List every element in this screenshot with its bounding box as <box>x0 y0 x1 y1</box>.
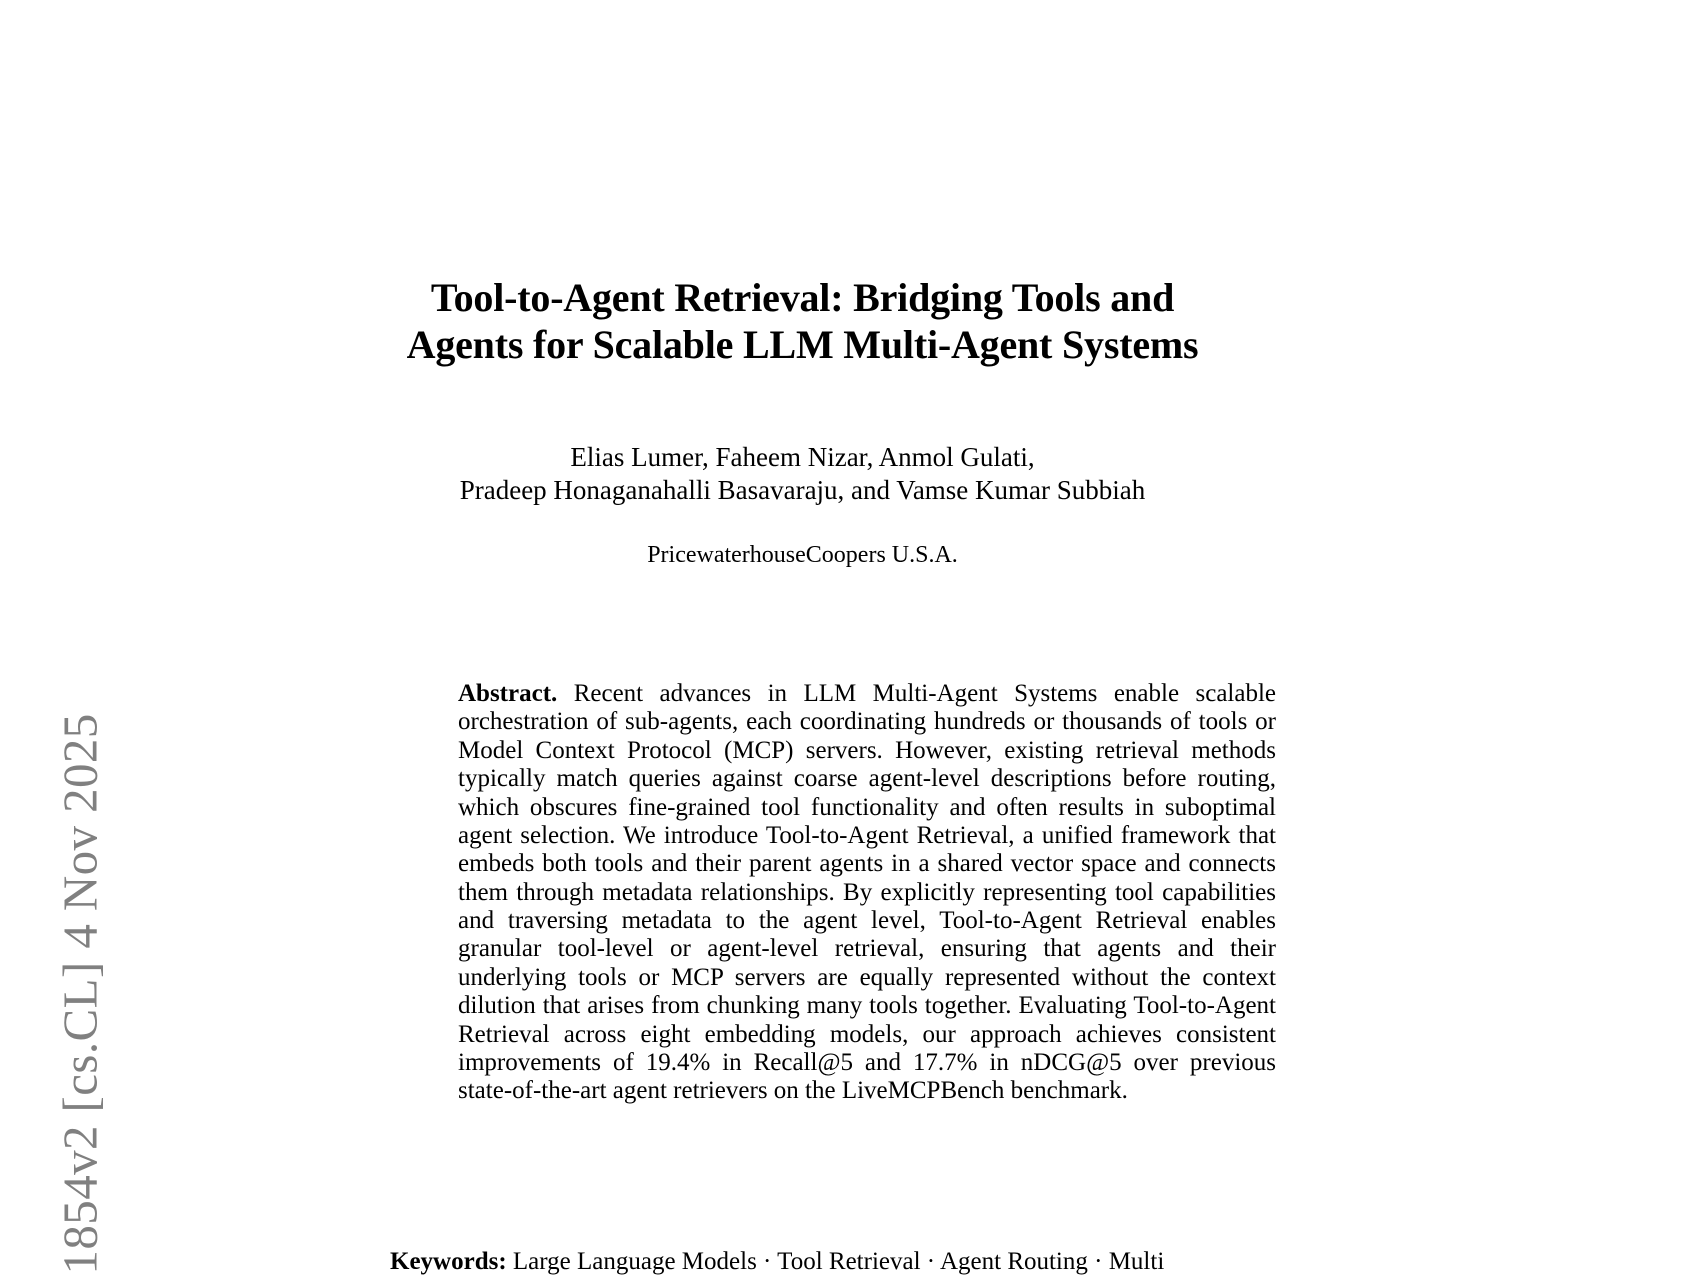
abstract-paragraph <box>458 680 1276 1106</box>
keywords-label: Keywords: <box>390 1248 507 1275</box>
title-line-1: Tool-to-Agent Retrieval: Bridging Tools and <box>430 275 1175 320</box>
paper-header <box>330 275 1275 569</box>
author-line-1: Elias Lumer, Faheem Nizar, Anmol Gulati, <box>570 441 1035 472</box>
affiliation: PricewaterhouseCoopers U.S.A. <box>647 542 958 569</box>
title-line-2: Agents for Scalable LLM Multi-Agent Systems <box>406 321 1199 367</box>
page-title <box>330 275 1275 369</box>
keywords-text: Large Language Models · Tool Retrieval · Agent Routing · Multi <box>512 1248 1165 1275</box>
keywords-section <box>390 1248 1290 1277</box>
arxiv-identifier-stamp: 1854v2 [cs.CL] 4 Nov 2025 <box>52 713 108 1275</box>
abstract-section <box>458 680 1276 1106</box>
abstract-heading: Abstract. <box>458 680 558 707</box>
abstract-body: Recent advances in LLM Multi-Agent Systems enable scalable orchestration of sub-agents, each coordinating hundreds or thousands of tools or Model Context Protocol (MCP) servers. However, existing retrieval methods typically match queries against coarse agent-level descriptions before routing, which obscures fine-grained tool functionality and often results in suboptimal agent selection. We introduce Tool-to-Agent Retrieval, a unified framework that embeds both tools and their parent agents in a shared vector space and connects them through metadata relationships. By explicitly representing tool capabilities and traversing metadata to the agent level, Tool-to-Agent Retrieval enables granular tool-level or agent-level retrieval, ensuring that agents and their underlying tools or MCP servers are equally represented without the context dilution that arises from chunking many tools together. Evaluating Tool-to-Agent Retrieval across eight embedding models, our approach achieves consistent improvements of 19.4% in Recall@5 and 17.7% in nDCG@5 over previous state-of-the-art agent retrievers on the LiveMCPBench benchmark. <box>458 680 1277 1105</box>
author-line-2: Pradeep Honaganahalli Basavaraju, and Vamse Kumar Subbiah <box>459 474 1146 505</box>
author-list <box>330 441 1275 507</box>
